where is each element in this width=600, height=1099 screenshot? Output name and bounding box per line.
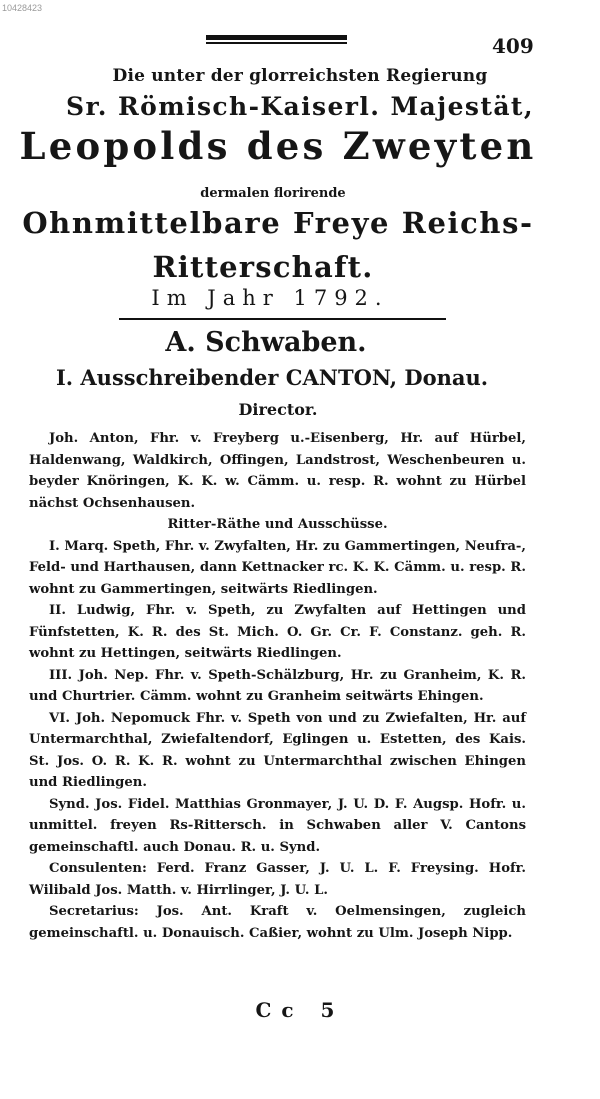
header-year: Im Jahr 1792.: [151, 286, 389, 310]
top-double-rule: [206, 35, 347, 44]
paragraph-consulenten: Consulenten: Ferd. Franz Gasser, J. U. L. F. Freysing. Hofr. Wilibald Jos. Matth. v. Hirrlinger, J. U. L.: [29, 861, 526, 898]
paragraph-member-6: VI. Joh. Nepomuck Fhr. v. Speth von und zu Zwiefalten, Hr. auf Untermarchthal, Zwiefaltendorf, Eglingen u. Estetten, des Kais. St. Jos. O. R. K. R. wohnt zu Untermarchthal zwischen Ehingen und Riedlingen.: [29, 710, 526, 790]
section-divider: [119, 318, 446, 320]
page-number: 409: [492, 34, 534, 58]
paragraph-director: Joh. Anton, Fhr. v. Freyberg u.-Eisenberg, Hr. auf Hürbel, Haldenwang, Waldkirch, Offingen, Landstrost, Weschenbeuren u. beyder Knöringen, K. K. w. Cämm. u. resp. R. wohnt zu Hürbel nächst Ochsenhausen.: [29, 431, 526, 511]
canton-heading: I. Ausschreibender CANTON, Donau.: [55, 365, 489, 390]
section-title: A. Schwaben.: [165, 327, 367, 358]
paragraph-member-2: II. Ludwig, Fhr. v. Speth, zu Zwyfalten auf Hettingen und Fünfstetten, K. R. des St. Mich. O. Gr. Cr. F. Constanz. geh. R. wohnt zu Hettingen, seitwärts Riedlingen.: [29, 603, 526, 661]
paragraph-secretarius: Secretarius: Jos. Ant. Kraft v. Oelmensingen, zugleich gemeinschaftl. u. Donauisch. Caßier, wohnt zu Ulm. Joseph Nipp.: [29, 904, 526, 941]
paragraph-member-3: III. Joh. Nep. Fhr. v. Speth-Schälzburg, Hr. zu Granheim, K. R. und Churtrier. Cämm. wohnt zu Granheim seitwärts Ehingen.: [29, 667, 526, 704]
header-line-5: Ohnmittelbare Freye Reichs-: [22, 206, 534, 240]
header-line-1: Die unter der glorreichsten Regierung: [112, 66, 488, 86]
header-line-3: Leopolds des Zweyten: [19, 124, 537, 168]
body-text: [29, 428, 526, 944]
rule-thin: [206, 42, 347, 44]
councils-heading: Ritter-Räthe und Ausschüsse.: [167, 517, 388, 532]
rule-thick: [206, 35, 347, 40]
signature-mark: Cc 5: [255, 998, 345, 1022]
paragraph-syndicus: Synd. Jos. Fidel. Matthias Gronmayer, J. U. D. F. Augsp. Hofr. u. unmittel. freyen Rs-Rittersch. in Schwaben aller V. Cantons gemeinschaftl. auch Donau. R. u. Synd.: [29, 796, 526, 855]
header-line-4: dermalen florirende: [200, 186, 346, 201]
director-heading: Director.: [238, 400, 318, 419]
paragraph-member-1: I. Marq. Speth, Fhr. v. Zwyfalten, Hr. zu Gammertingen, Neufra-, Feld- und Harthausen, dann Kettnacker rc. K. K. Cämm. u. resp. R. wohnt zu Gammertingen, seitwärts Riedlingen.: [29, 538, 526, 597]
header-line-6: Ritterschaft.: [152, 250, 374, 284]
scan-id: 10428423: [2, 3, 43, 13]
header-line-2: Sr. Römisch-Kaiserl. Majestät,: [66, 92, 534, 121]
